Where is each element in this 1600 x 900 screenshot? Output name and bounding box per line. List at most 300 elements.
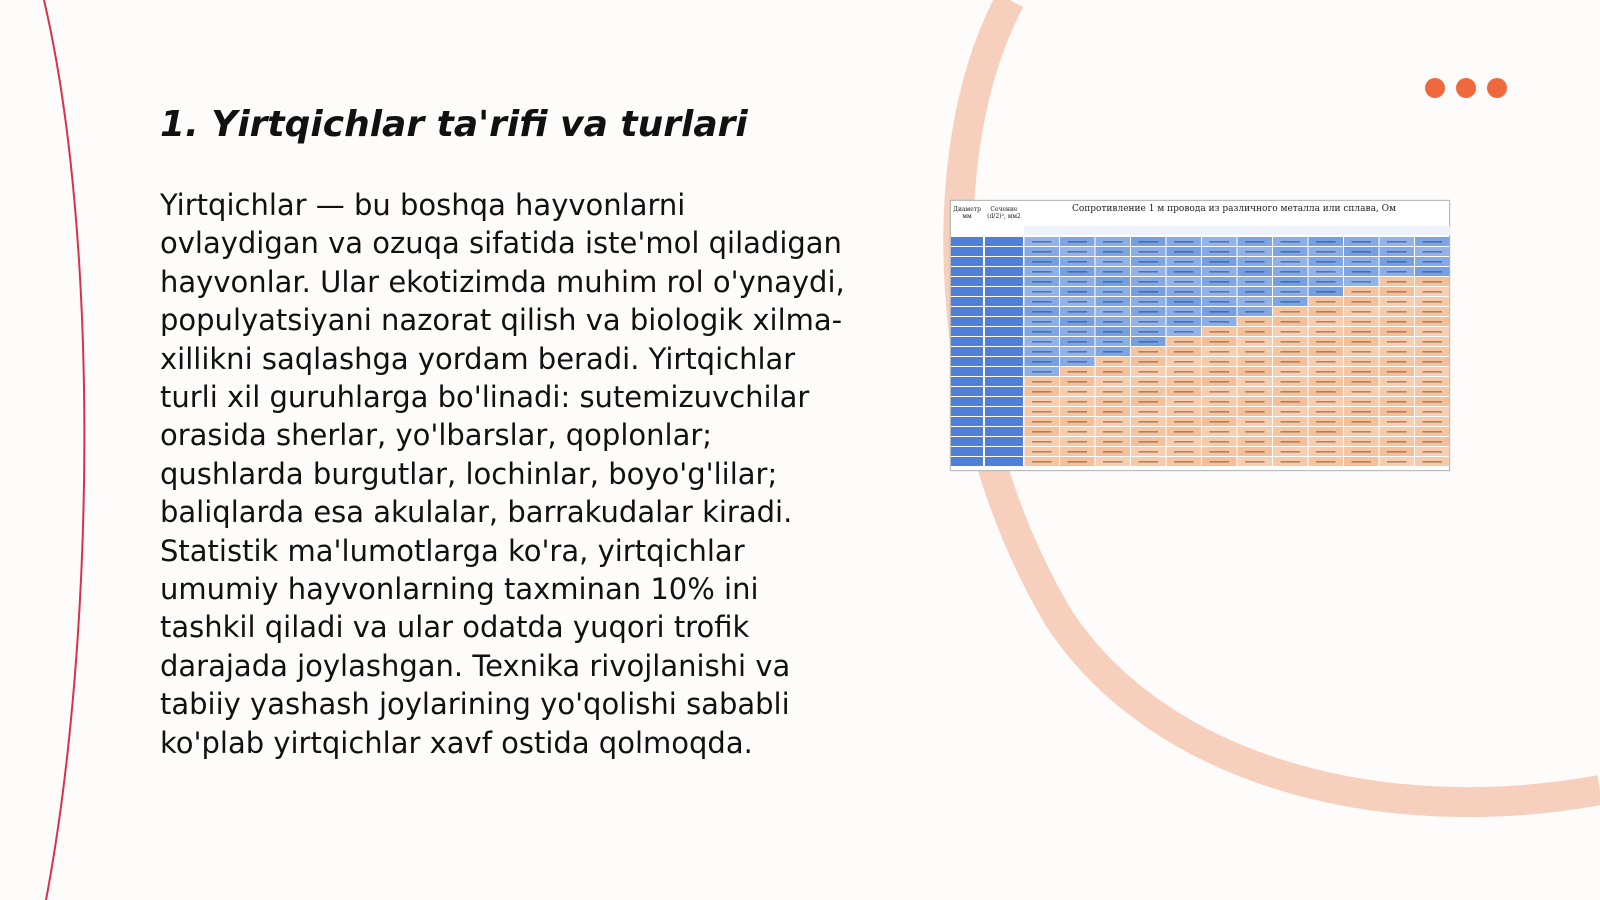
table-cell-text-mark xyxy=(1032,301,1052,303)
table-cell-text-mark xyxy=(1174,281,1194,283)
table-cell-text-mark xyxy=(1316,431,1336,433)
table-label-cell xyxy=(951,257,983,266)
table-cell-text-mark xyxy=(1423,301,1443,303)
table-cell-text-mark xyxy=(1174,361,1194,363)
table-cell-text-mark xyxy=(1245,391,1265,393)
table-cell-text-mark xyxy=(1174,401,1194,403)
table-cell-text-mark xyxy=(1068,431,1088,433)
table-cell-text-mark xyxy=(1139,261,1159,263)
table-cell-text-mark xyxy=(1210,321,1230,323)
table-cell-text-mark xyxy=(1139,351,1159,353)
table-label-cell xyxy=(985,397,1023,406)
table-label-cell xyxy=(951,317,983,326)
table-cell-text-mark xyxy=(1316,441,1336,443)
table-cell-text-mark xyxy=(1068,271,1088,273)
table-cell-text-mark xyxy=(1032,431,1052,433)
table-cell-text-mark xyxy=(1423,411,1443,413)
table-cell-text-mark xyxy=(1387,401,1407,403)
table-cell-text-mark xyxy=(1210,431,1230,433)
table-cell-text-mark xyxy=(1032,421,1052,423)
menu-dots-icon xyxy=(1425,78,1507,98)
table-cell-text-mark xyxy=(1139,461,1159,463)
table-cell-text-mark xyxy=(1316,451,1336,453)
table-cell-text-mark xyxy=(1032,391,1052,393)
table-cell-text-mark xyxy=(1174,241,1194,243)
table-cell-text-mark xyxy=(1423,361,1443,363)
table-cell-text-mark xyxy=(1245,311,1265,313)
table-cell-text-mark xyxy=(1103,341,1123,343)
table-cell-text-mark xyxy=(1316,321,1336,323)
dot-icon xyxy=(1425,78,1445,98)
table-cell-text-mark xyxy=(1139,451,1159,453)
table-cell-text-mark xyxy=(1281,421,1301,423)
table-label-cell xyxy=(951,277,983,286)
table-cell-text-mark xyxy=(1210,361,1230,363)
table-cell-text-mark xyxy=(1281,251,1301,253)
table-cell-text-mark xyxy=(1352,401,1372,403)
table-cell-text-mark xyxy=(1352,311,1372,313)
table-cell-text-mark xyxy=(1068,421,1088,423)
table-cell-text-mark xyxy=(1210,441,1230,443)
table-image-title: Сопротивление 1 м провода из различного металла или сплава, Ом xyxy=(1071,204,1397,214)
table-label-cell xyxy=(985,297,1023,306)
table-cell-text-mark xyxy=(1210,271,1230,273)
table-cell-text-mark xyxy=(1423,321,1443,323)
table-cell-text-mark xyxy=(1281,311,1301,313)
table-cell-text-mark xyxy=(1245,401,1265,403)
table-cell-text-mark xyxy=(1316,251,1336,253)
table-cell-text-mark xyxy=(1387,371,1407,373)
table-cell-text-mark xyxy=(1245,321,1265,323)
table-label-cell xyxy=(985,267,1023,276)
table-cell-text-mark xyxy=(1210,251,1230,253)
table-cell-text-mark xyxy=(1387,421,1407,423)
table-cell-text-mark xyxy=(1103,291,1123,293)
table-cell-text-mark xyxy=(1316,361,1336,363)
table-label-cell xyxy=(985,377,1023,386)
table-cell-text-mark xyxy=(1139,441,1159,443)
dot-icon xyxy=(1487,78,1507,98)
table-cell-text-mark xyxy=(1423,241,1443,243)
table-cell-text-mark xyxy=(1174,291,1194,293)
table-cell-text-mark xyxy=(1103,391,1123,393)
table-cell-text-mark xyxy=(1103,331,1123,333)
table-cell-text-mark xyxy=(1103,351,1123,353)
table-label-cell xyxy=(985,367,1023,376)
table-cell-text-mark xyxy=(1103,461,1123,463)
table-cell-text-mark xyxy=(1103,411,1123,413)
dot-icon xyxy=(1456,78,1476,98)
table-cell-text-mark xyxy=(1174,431,1194,433)
table-cell-text-mark xyxy=(1352,371,1372,373)
table-cell-text-mark xyxy=(1245,371,1265,373)
table-label-cell xyxy=(985,387,1023,396)
table-cell-text-mark xyxy=(1387,271,1407,273)
table-cell-text-mark xyxy=(1245,261,1265,263)
table-cell-text-mark xyxy=(1281,281,1301,283)
table-cell-text-mark xyxy=(1139,301,1159,303)
table-label-cell xyxy=(951,397,983,406)
table-header-strip xyxy=(1024,226,1450,235)
table-cell-text-mark xyxy=(1103,441,1123,443)
table-cell-text-mark xyxy=(1032,271,1052,273)
table-label-cell xyxy=(985,437,1023,446)
table-cell-text-mark xyxy=(1245,301,1265,303)
table-cell-text-mark xyxy=(1281,321,1301,323)
table-cell-text-mark xyxy=(1316,391,1336,393)
table-cell-text-mark xyxy=(1281,291,1301,293)
table-label-cell xyxy=(985,327,1023,336)
resistance-table-image xyxy=(950,200,1450,471)
table-label-cell xyxy=(985,417,1023,426)
table-cell-text-mark xyxy=(1387,241,1407,243)
table-cell-text-mark xyxy=(1139,371,1159,373)
table-label-cell xyxy=(951,367,983,376)
table-cell-text-mark xyxy=(1387,251,1407,253)
table-cell-text-mark xyxy=(1174,321,1194,323)
table-cell-text-mark xyxy=(1032,381,1052,383)
table-cell-text-mark xyxy=(1174,351,1194,353)
table-cell-text-mark xyxy=(1139,421,1159,423)
table-label-cell xyxy=(985,317,1023,326)
table-cell-text-mark xyxy=(1210,411,1230,413)
slide-body-text: Yirtqichlar — bu boshqa hayvonlarni ovlaydigan va ozuqa sifatida iste'mol qiladigan hayvonlar. Ular ekotizimda muhim rol o'ynaydi, populyatsiyani nazorat qilish va biologik xilma-xillikni saqlashga yordam beradi. Yirtqichlar turli xil guruhlarga bo'linadi: sutemizuvchilar orasida sherlar, yo'lbarslar, qoplonlar; qushlarda burgutlar, lochinlar, boyo'g'lilar; baliqlarda esa akulalar, barrakudalar kiradi. Statistik ma'lumotlarga ko'ra, yirtqichlar umumiy hayvonlarning taxminan 10% ini tashkil qiladi va ular odatda yuqori trofik darajada joylashgan. Texnika rivojlanishi va tabiiy yashash joylarining yo'qolishi sababli ko'plab yirtqichlar xavf ostida qolmoqda. xyxy=(160,188,845,760)
table-cell-text-mark xyxy=(1068,311,1088,313)
table-cell-text-mark xyxy=(1423,351,1443,353)
table-cell-text-mark xyxy=(1245,351,1265,353)
table-cell-text-mark xyxy=(1032,291,1052,293)
table-cell-text-mark xyxy=(1423,371,1443,373)
table-cell-text-mark xyxy=(1068,401,1088,403)
table-label-cell xyxy=(951,417,983,426)
table-cell-text-mark xyxy=(1316,421,1336,423)
table-label-cell xyxy=(951,237,983,246)
table-cell-text-mark xyxy=(1068,361,1088,363)
table-cell-text-mark xyxy=(1068,461,1088,463)
table-cell-text-mark xyxy=(1352,321,1372,323)
table-cell-text-mark xyxy=(1139,311,1159,313)
table-cell-text-mark xyxy=(1103,281,1123,283)
table-cell-text-mark xyxy=(1174,421,1194,423)
table-cell-text-mark xyxy=(1032,401,1052,403)
table-cell-text-mark xyxy=(1281,361,1301,363)
table-cell-text-mark xyxy=(1210,301,1230,303)
table-cell-text-mark xyxy=(1423,331,1443,333)
table-cell-text-mark xyxy=(1281,331,1301,333)
table-cell-text-mark xyxy=(1139,241,1159,243)
table-cell-text-mark xyxy=(1281,461,1301,463)
table-cell-text-mark xyxy=(1210,291,1230,293)
table-cell-text-mark xyxy=(1387,281,1407,283)
table-cell-text-mark xyxy=(1032,451,1052,453)
table-label-cell xyxy=(985,257,1023,266)
slide-title: 1. Yirtqichlar ta'rifi va turlari xyxy=(160,104,748,145)
table-cell-text-mark xyxy=(1316,271,1336,273)
table-cell-text-mark xyxy=(1139,411,1159,413)
table-cell-text-mark xyxy=(1068,351,1088,353)
table-cell-text-mark xyxy=(1174,391,1194,393)
table-cell-text-mark xyxy=(1139,341,1159,343)
table-cell-text-mark xyxy=(1316,241,1336,243)
table-cell-text-mark xyxy=(1281,341,1301,343)
table-cell-text-mark xyxy=(1352,421,1372,423)
table-cell-text-mark xyxy=(1281,431,1301,433)
table-cell-text-mark xyxy=(1423,341,1443,343)
table-label-cell xyxy=(985,457,1023,466)
table-cell-text-mark xyxy=(1352,441,1372,443)
table-label-cell xyxy=(951,387,983,396)
table-cell-text-mark xyxy=(1423,311,1443,313)
table-cell-text-mark xyxy=(1316,381,1336,383)
table-label-cell xyxy=(951,407,983,416)
table-cell-text-mark xyxy=(1210,351,1230,353)
table-cell-text-mark xyxy=(1103,251,1123,253)
table-cell-text-mark xyxy=(1245,451,1265,453)
table-cell-text-mark xyxy=(1139,391,1159,393)
table-cell-text-mark xyxy=(1210,371,1230,373)
table-cell-text-mark xyxy=(1139,361,1159,363)
table-cell-text-mark xyxy=(1352,431,1372,433)
table-cell-text-mark xyxy=(1352,291,1372,293)
table-cell-text-mark xyxy=(1387,351,1407,353)
table-cell-text-mark xyxy=(1210,391,1230,393)
table-cell-text-mark xyxy=(1316,301,1336,303)
table-cell-text-mark xyxy=(1068,241,1088,243)
table-cell-text-mark xyxy=(1068,281,1088,283)
table-cell-text-mark xyxy=(1423,271,1443,273)
table-cell-text-mark xyxy=(1032,361,1052,363)
table-cell-text-mark xyxy=(1387,321,1407,323)
table-cell-text-mark xyxy=(1068,371,1088,373)
table-cell-text-mark xyxy=(1352,241,1372,243)
table-cell-text-mark xyxy=(1068,261,1088,263)
table-cell-text-mark xyxy=(1245,281,1265,283)
table-label-cell xyxy=(985,287,1023,296)
table-cell-text-mark xyxy=(1103,381,1123,383)
table-cell-text-mark xyxy=(1174,341,1194,343)
table-cell-text-mark xyxy=(1174,311,1194,313)
table-label-cell xyxy=(951,307,983,316)
table-cell-text-mark xyxy=(1068,291,1088,293)
table-cell-text-mark xyxy=(1281,411,1301,413)
table-cell-text-mark xyxy=(1103,371,1123,373)
table-cell-text-mark xyxy=(1387,361,1407,363)
table-cell-text-mark xyxy=(1068,411,1088,413)
table-cell-text-mark xyxy=(1423,381,1443,383)
table-label-cell xyxy=(985,337,1023,346)
table-cell-text-mark xyxy=(1032,441,1052,443)
table-cell-text-mark xyxy=(1210,281,1230,283)
table-cell-text-mark xyxy=(1210,421,1230,423)
table-cell-text-mark xyxy=(1352,381,1372,383)
table-cell-text-mark xyxy=(1210,381,1230,383)
table-cell-text-mark xyxy=(1352,411,1372,413)
table-cell-text-mark xyxy=(1316,351,1336,353)
table-cell-text-mark xyxy=(1103,321,1123,323)
table-cell-text-mark xyxy=(1139,401,1159,403)
table-cell-text-mark xyxy=(1103,421,1123,423)
table-cell-text-mark xyxy=(1281,451,1301,453)
table-cell-text-mark xyxy=(1245,341,1265,343)
table-label-cell xyxy=(985,237,1023,246)
table-cell-text-mark xyxy=(1352,301,1372,303)
table-label-cell xyxy=(951,357,983,366)
table-cell-text-mark xyxy=(1387,381,1407,383)
table-cell-text-mark xyxy=(1352,271,1372,273)
table-cell-text-mark xyxy=(1068,251,1088,253)
table-image-col-diameter: Диаметр мм xyxy=(953,206,981,220)
table-cell-text-mark xyxy=(1387,391,1407,393)
table-cell-text-mark xyxy=(1423,401,1443,403)
table-cell-text-mark xyxy=(1103,401,1123,403)
table-cell-text-mark xyxy=(1139,251,1159,253)
left-curve-line xyxy=(44,0,84,900)
table-cell-text-mark xyxy=(1068,341,1088,343)
table-cell-text-mark xyxy=(1281,351,1301,353)
table-cell-text-mark xyxy=(1352,261,1372,263)
table-label-cell xyxy=(951,327,983,336)
table-cell-text-mark xyxy=(1139,431,1159,433)
table-cell-text-mark xyxy=(1423,291,1443,293)
table-cell-text-mark xyxy=(1103,311,1123,313)
table-cell-text-mark xyxy=(1103,261,1123,263)
table-cell-text-mark xyxy=(1387,261,1407,263)
table-cell-text-mark xyxy=(1032,311,1052,313)
table-cell-text-mark xyxy=(1032,281,1052,283)
table-cell-text-mark xyxy=(1387,411,1407,413)
table-cell-text-mark xyxy=(1032,321,1052,323)
table-cell-text-mark xyxy=(1281,241,1301,243)
table-label-cell xyxy=(951,437,983,446)
table-label-cell xyxy=(985,427,1023,436)
table-cell-text-mark xyxy=(1281,381,1301,383)
table-cell-text-mark xyxy=(1387,341,1407,343)
table-cell-text-mark xyxy=(1352,341,1372,343)
table-cell-text-mark xyxy=(1103,271,1123,273)
table-label-cell xyxy=(951,337,983,346)
table-cell-text-mark xyxy=(1387,291,1407,293)
table-label-cell xyxy=(951,347,983,356)
table-cell-text-mark xyxy=(1352,461,1372,463)
table-cell-text-mark xyxy=(1387,301,1407,303)
table-cell-text-mark xyxy=(1139,281,1159,283)
table-cell-text-mark xyxy=(1245,331,1265,333)
table-cell-text-mark xyxy=(1316,311,1336,313)
table-label-cell xyxy=(951,267,983,276)
table-label-cell xyxy=(985,307,1023,316)
table-cell-text-mark xyxy=(1423,251,1443,253)
table-cell-text-mark xyxy=(1387,311,1407,313)
table-cell-text-mark xyxy=(1245,271,1265,273)
table-label-cell xyxy=(951,377,983,386)
table-cell-text-mark xyxy=(1352,391,1372,393)
table-cell-text-mark xyxy=(1352,251,1372,253)
table-cell-text-mark xyxy=(1032,261,1052,263)
table-label-cell xyxy=(985,277,1023,286)
table-cell-text-mark xyxy=(1352,281,1372,283)
table-cell-text-mark xyxy=(1245,361,1265,363)
table-cell-text-mark xyxy=(1068,381,1088,383)
table-cell-text-mark xyxy=(1245,441,1265,443)
table-cell-text-mark xyxy=(1423,451,1443,453)
table-label-cell xyxy=(951,427,983,436)
table-cell-text-mark xyxy=(1387,331,1407,333)
table-image-col-section: Сечение (d/2)², мм2 xyxy=(987,206,1021,220)
table-cell-text-mark xyxy=(1174,441,1194,443)
table-cell-text-mark xyxy=(1387,431,1407,433)
table-cell-text-mark xyxy=(1352,351,1372,353)
table-cell-text-mark xyxy=(1068,441,1088,443)
table-cell-text-mark xyxy=(1245,291,1265,293)
table-label-cell xyxy=(985,407,1023,416)
table-cell-text-mark xyxy=(1245,411,1265,413)
table-cell-text-mark xyxy=(1281,391,1301,393)
table-cell-text-mark xyxy=(1281,301,1301,303)
table-cell-text-mark xyxy=(1139,271,1159,273)
table-image-grid xyxy=(950,200,1450,471)
table-cell-text-mark xyxy=(1032,371,1052,373)
table-label-cell xyxy=(951,287,983,296)
table-cell-text-mark xyxy=(1032,331,1052,333)
table-cell-text-mark xyxy=(1423,281,1443,283)
table-cell-text-mark xyxy=(1210,341,1230,343)
table-cell-text-mark xyxy=(1423,431,1443,433)
table-cell-text-mark xyxy=(1316,461,1336,463)
table-label-cell xyxy=(985,357,1023,366)
table-cell-text-mark xyxy=(1316,401,1336,403)
table-cell-text-mark xyxy=(1387,441,1407,443)
table-cell-text-mark xyxy=(1316,371,1336,373)
table-cell-text-mark xyxy=(1139,381,1159,383)
table-cell-text-mark xyxy=(1032,351,1052,353)
table-cell-text-mark xyxy=(1281,261,1301,263)
table-cell-text-mark xyxy=(1174,451,1194,453)
table-cell-text-mark xyxy=(1316,281,1336,283)
table-cell-text-mark xyxy=(1281,401,1301,403)
table-cell-text-mark xyxy=(1032,341,1052,343)
table-cell-text-mark xyxy=(1032,411,1052,413)
table-cell-text-mark xyxy=(1103,301,1123,303)
table-cell-text-mark xyxy=(1068,331,1088,333)
table-cell-text-mark xyxy=(1103,241,1123,243)
table-label-cell xyxy=(951,297,983,306)
table-label-cell xyxy=(951,247,983,256)
table-cell-text-mark xyxy=(1032,461,1052,463)
table-cell-text-mark xyxy=(1068,321,1088,323)
table-cell-text-mark xyxy=(1139,291,1159,293)
table-cell-text-mark xyxy=(1068,391,1088,393)
table-label-cell xyxy=(951,457,983,466)
table-cell-text-mark xyxy=(1174,271,1194,273)
table-cell-text-mark xyxy=(1423,421,1443,423)
table-cell-text-mark xyxy=(1174,261,1194,263)
table-cell-text-mark xyxy=(1423,441,1443,443)
table-cell-text-mark xyxy=(1210,261,1230,263)
table-cell-text-mark xyxy=(1387,451,1407,453)
table-cell-text-mark xyxy=(1423,261,1443,263)
table-cell-text-mark xyxy=(1245,241,1265,243)
table-cell-text-mark xyxy=(1174,411,1194,413)
table-cell-text-mark xyxy=(1210,311,1230,313)
table-cell-text-mark xyxy=(1174,301,1194,303)
table-cell-text-mark xyxy=(1210,241,1230,243)
table-cell-text-mark xyxy=(1103,451,1123,453)
table-cell-text-mark xyxy=(1032,251,1052,253)
table-cell-text-mark xyxy=(1068,451,1088,453)
table-cell-text-mark xyxy=(1352,331,1372,333)
table-cell-text-mark xyxy=(1423,391,1443,393)
table-cell-text-mark xyxy=(1352,361,1372,363)
